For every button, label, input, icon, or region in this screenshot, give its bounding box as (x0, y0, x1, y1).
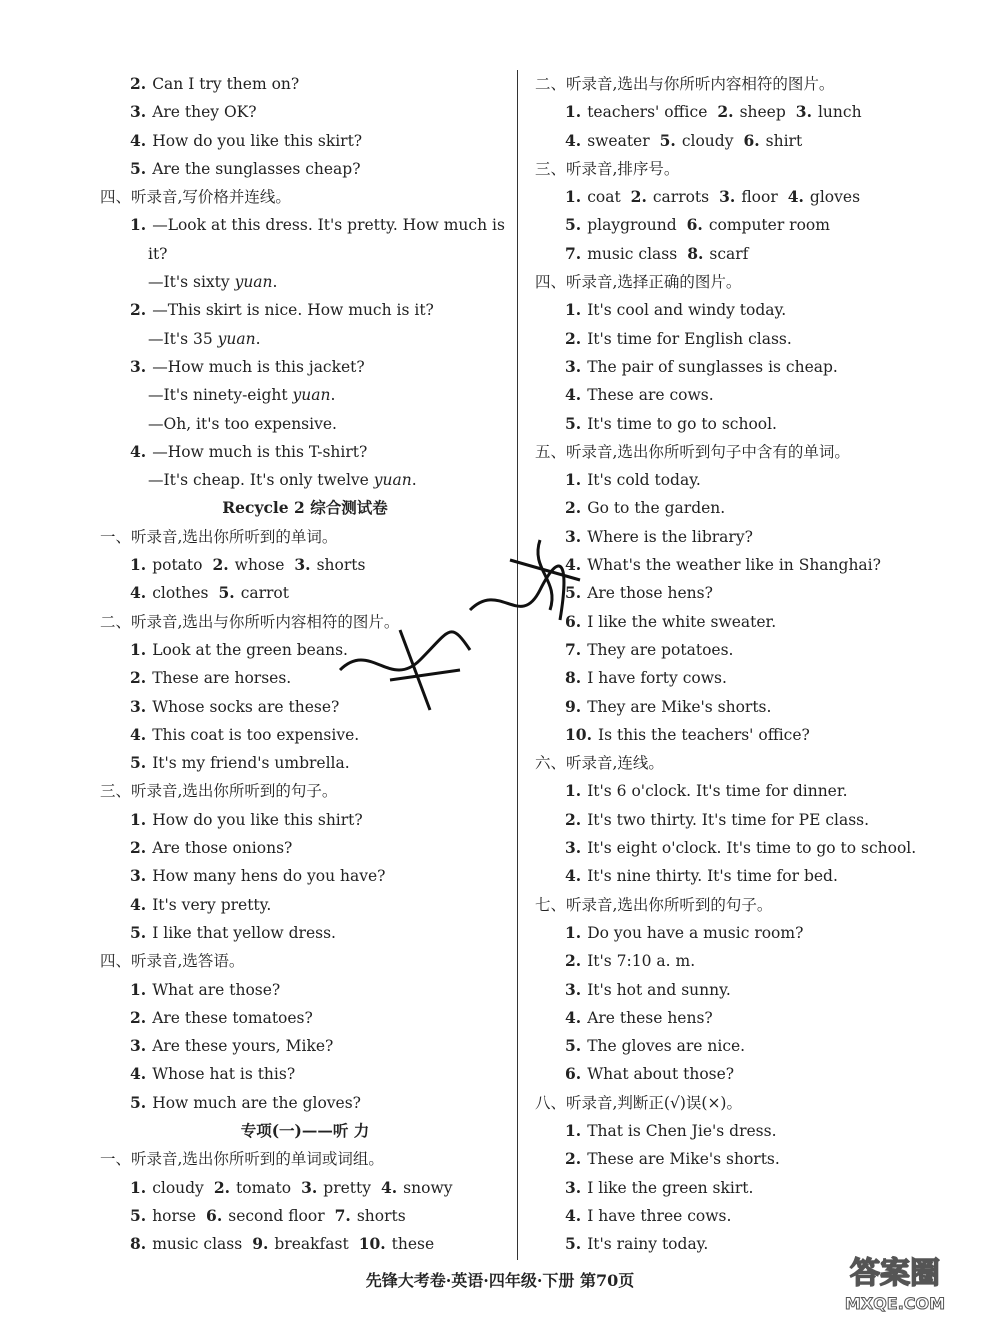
list-item (535, 240, 975, 268)
line-suffix: . (272, 273, 278, 292)
item-number: 4. (565, 130, 582, 150)
list-item (100, 1060, 510, 1088)
item-number: 4. (565, 555, 582, 575)
watermark-text: 答案圈 (850, 1256, 940, 1291)
item-number: 9. (252, 1234, 269, 1254)
item-text: It's very pretty. (152, 895, 272, 914)
list-item (535, 353, 975, 381)
item-text: What are those? (152, 980, 281, 999)
item-text: second floor (228, 1206, 325, 1225)
italic-word: yuan (234, 273, 273, 292)
section-heading: 六、听录音,连线。 (535, 754, 664, 773)
section-heading: 二、听录音,选出与你所听内容相符的图片。 (535, 75, 835, 93)
item-text: scarf (709, 244, 749, 263)
item-text: carrot (240, 584, 289, 603)
list-item (535, 98, 975, 126)
item-number: 2. (130, 1007, 147, 1027)
item-number: 5. (565, 215, 582, 235)
list-item (100, 1032, 510, 1060)
watermark-site: MXQE.COM (844, 1294, 946, 1313)
item-number: 2. (130, 74, 147, 93)
list-item (100, 1202, 510, 1230)
item-number: 3. (565, 979, 582, 999)
item-number: 5. (565, 1234, 582, 1254)
item-text: —How much is this jacket? (152, 357, 365, 376)
item-text: They are Mike's shorts. (587, 697, 772, 716)
item-text: How many hens do you have? (152, 867, 386, 886)
list-item (100, 721, 510, 749)
list-item (100, 834, 510, 862)
list-item (535, 608, 975, 636)
section-heading: 八、听录音,判断正(√)误(×)。 (535, 1093, 742, 1112)
line-suffix: . (255, 329, 261, 348)
item-number: 10. (358, 1234, 386, 1254)
item-number: 1. (130, 639, 147, 659)
list-item (535, 777, 975, 805)
italic-word: yuan (292, 386, 331, 405)
list-item (535, 947, 975, 975)
item-text: I have three cows. (587, 1206, 732, 1225)
continuation-line (100, 268, 510, 296)
item-number: 1. (565, 922, 582, 942)
item-number: 1. (565, 187, 582, 207)
list-item (535, 1174, 975, 1202)
item-text: I like the white sweater. (587, 612, 777, 631)
item-text: coat (587, 188, 621, 207)
list-item (535, 1004, 975, 1032)
item-number: 5. (130, 922, 147, 942)
list-item (535, 919, 975, 947)
item-number: 3. (130, 866, 147, 886)
list-item (535, 466, 975, 494)
item-text: I like that yellow dress. (152, 923, 336, 942)
section-heading: 三、听录音,排序号。 (535, 159, 680, 178)
continuation-line (100, 325, 510, 353)
item-number: 5. (130, 158, 147, 178)
list-item (100, 155, 510, 183)
page-footer: 先锋大考卷·英语·四年级·下册 第70页 (365, 1271, 635, 1290)
section-title: 专项(一)——听 力 (240, 1120, 370, 1140)
item-text: They are potatoes. (587, 640, 734, 659)
item-text: It's my friend's umbrella. (152, 754, 350, 773)
line-text: —It's cheap. It's only twelve (148, 471, 374, 490)
item-text: shorts (316, 556, 366, 575)
item-text: Look at the green beans. (152, 640, 348, 659)
item-text: It's cold today. (587, 471, 701, 490)
item-number: 3. (565, 1177, 582, 1197)
item-text: gloves (809, 188, 861, 207)
continuation-line (100, 466, 510, 494)
item-text: This coat is too expensive. (152, 725, 360, 744)
item-text: The gloves are nice. (587, 1037, 746, 1056)
list-item (535, 721, 975, 749)
item-text: What's the weather like in Shanghai? (587, 556, 881, 575)
item-text: Are these tomatoes? (152, 1008, 313, 1027)
item-number: 2. (717, 102, 734, 122)
list-item (100, 296, 510, 324)
item-number: 1. (130, 215, 147, 235)
list-item (100, 1004, 510, 1032)
line-text: —It's sixty (148, 273, 235, 292)
item-text: sweater (587, 131, 650, 150)
item-number: 5. (130, 1205, 147, 1225)
item-number: 10. (565, 724, 592, 744)
item-number: 4. (380, 1177, 398, 1197)
item-text: —This skirt is nice. How much is it? (152, 301, 434, 320)
item-number: 4. (787, 187, 804, 207)
item-text: breakfast (274, 1235, 349, 1254)
item-number: 2. (130, 838, 147, 858)
item-text: whose (234, 556, 285, 575)
item-number: 2. (212, 555, 229, 575)
item-text: How much are the gloves? (152, 1093, 361, 1112)
list-item (535, 1117, 975, 1145)
italic-word: yuan (217, 329, 256, 348)
section-heading: 四、听录音,写价格并连线。 (100, 188, 291, 207)
list-item (100, 438, 510, 466)
item-text: Do you have a music room? (587, 923, 804, 942)
list-item (100, 353, 510, 381)
item-text: It's hot and sunny. (587, 980, 731, 999)
list-item (535, 296, 975, 324)
item-number: 1. (565, 300, 582, 320)
item-number: 3. (719, 187, 736, 207)
item-number: 1. (565, 470, 582, 490)
item-number: 7. (565, 639, 582, 659)
item-number: 2. (565, 328, 582, 348)
item-number: 6. (565, 1064, 582, 1084)
item-number: 6. (686, 215, 703, 235)
item-text: Are these hens? (587, 1008, 713, 1027)
list-item (100, 891, 510, 919)
list-item (535, 1145, 975, 1173)
item-text: It's rainy today. (587, 1235, 709, 1254)
list-item (535, 693, 975, 721)
list-item (100, 862, 510, 890)
item-number: 5. (218, 583, 235, 603)
list-item (100, 976, 510, 1004)
item-text: Where is the library? (587, 527, 753, 546)
item-number: 1. (130, 979, 147, 999)
list-item (535, 325, 975, 353)
item-text: Whose hat is this? (152, 1065, 296, 1084)
item-number: 5. (659, 130, 676, 150)
item-text: Are those onions? (152, 839, 293, 858)
item-number: 1. (130, 809, 147, 829)
item-number: 3. (565, 356, 582, 376)
item-number: 8. (130, 1234, 147, 1254)
item-text: lunch (817, 103, 862, 122)
item-number: 2. (565, 498, 582, 518)
item-text: Are they OK? (152, 103, 257, 122)
list-item (535, 127, 975, 155)
list-item (535, 494, 975, 522)
item-number: 2. (565, 809, 582, 829)
item-text: I have forty cows. (587, 669, 727, 688)
watermark-logo (810, 1247, 980, 1317)
item-text: The pair of sunglasses is cheap. (587, 357, 838, 376)
item-number: 5. (130, 753, 147, 773)
item-text: —How much is this T-shirt? (152, 442, 368, 461)
list-item (535, 1060, 975, 1088)
item-text: What about those? (587, 1065, 735, 1084)
item-number: 3. (565, 526, 582, 546)
item-text: music class (587, 244, 678, 263)
list-item (535, 183, 975, 211)
item-number: 6. (743, 130, 760, 150)
item-text: teachers' office (587, 103, 708, 122)
item-text: It's cool and windy today. (587, 301, 787, 320)
item-number: 4. (130, 583, 147, 603)
item-text: tomato (236, 1178, 292, 1197)
section-heading: 一、听录音,选出你所听到的单词或词组。 (100, 1150, 384, 1169)
item-number: 5. (565, 1036, 582, 1056)
section-heading: 四、听录音,选择正确的图片。 (535, 273, 742, 292)
item-number: 2. (213, 1177, 231, 1197)
item-text: It's two thirty. It's time for PE class. (587, 810, 870, 829)
item-number: 1. (565, 1120, 582, 1140)
item-text: playground (587, 216, 677, 235)
section-title: Recycle 2 综合测试卷 (222, 498, 388, 518)
item-text: How do you like this skirt? (152, 131, 363, 150)
item-text: music class (152, 1235, 243, 1254)
item-number: 3. (795, 102, 812, 122)
right-column (535, 70, 975, 1258)
item-number: 1. (565, 102, 582, 122)
list-item (100, 1230, 510, 1258)
section-heading: 三、听录音,选出你所听到的句子。 (100, 782, 338, 801)
item-text: It's nine thirty. It's time for bed. (587, 867, 838, 886)
item-number: 3. (294, 555, 311, 575)
item-text: Is this the teachers' office? (597, 725, 810, 744)
line-text: —It's 35 (148, 329, 218, 348)
item-text: Can I try them on? (152, 75, 300, 93)
item-number: 5. (130, 1092, 147, 1112)
list-item (535, 1202, 975, 1230)
item-number: 4. (565, 866, 582, 886)
list-item (535, 579, 975, 607)
item-number: 5. (565, 413, 582, 433)
section-heading: 五、听录音,选出你所听到句子中含有的单词。 (535, 442, 850, 461)
item-number: 3. (565, 838, 582, 858)
item-text: Go to the garden. (587, 499, 726, 518)
item-text: Are the sunglasses cheap? (152, 159, 361, 178)
list-item (535, 523, 975, 551)
item-text: Are these yours, Mike? (152, 1037, 334, 1056)
list-item (535, 1032, 975, 1060)
item-text: These are horses. (152, 669, 292, 688)
item-text: potato (152, 556, 203, 575)
item-number: 1. (130, 1177, 147, 1197)
item-number: 4. (130, 894, 147, 914)
continuation-line (100, 410, 510, 438)
list-item (535, 806, 975, 834)
item-text: —Look at this dress. It's pretty. How much is (152, 216, 505, 235)
item-text: carrots (652, 188, 710, 207)
item-text: floor (741, 188, 778, 207)
item-number: 6. (206, 1205, 223, 1225)
item-number: 2. (565, 1149, 582, 1169)
item-text: Whose socks are these? (152, 697, 340, 716)
handwritten-scribble (330, 520, 590, 720)
list-item (535, 834, 975, 862)
item-number: 1. (130, 555, 147, 575)
item-number: 3. (130, 356, 147, 376)
item-number: 7. (565, 243, 582, 263)
list-item (535, 636, 975, 664)
list-item (535, 381, 975, 409)
list-item (535, 410, 975, 438)
item-text: clothes (152, 584, 209, 603)
continuation-line (100, 381, 510, 409)
item-number: 4. (130, 441, 147, 461)
line-suffix: . (330, 386, 336, 405)
item-text: cloudy (152, 1178, 204, 1197)
item-text: That is Chen Jie's dress. (587, 1121, 777, 1140)
item-text: It's 7:10 a. m. (587, 952, 696, 971)
item-number: 1. (565, 781, 582, 801)
item-number: 2. (565, 951, 582, 971)
list-item (535, 551, 975, 579)
section-heading: 一、听录音,选出你所听到的单词。 (100, 527, 338, 546)
list-item (100, 127, 510, 155)
item-text: snowy (403, 1178, 453, 1197)
item-number: 3. (130, 696, 147, 716)
item-text: these (391, 1235, 435, 1254)
line-suffix: . (411, 471, 417, 490)
item-text: How do you like this shirt? (152, 810, 363, 829)
item-number: 2. (130, 300, 147, 320)
line-text: it? (148, 244, 168, 263)
list-item (535, 862, 975, 890)
item-text: I like the green skirt. (587, 1178, 754, 1197)
list-item (100, 98, 510, 126)
line-text: —It's ninety-eight (148, 386, 293, 405)
item-number: 2. (630, 187, 647, 207)
section-heading: 四、听录音,选答语。 (100, 952, 245, 971)
section-heading: 二、听录音,选出与你所听内容相符的图片。 (100, 612, 400, 631)
list-item (100, 70, 510, 98)
item-number: 3. (301, 1177, 318, 1197)
item-number: 4. (565, 1205, 582, 1225)
item-text: shirt (765, 131, 803, 150)
item-number: 3. (130, 1036, 147, 1056)
item-text: cloudy (681, 131, 734, 150)
item-text: It's eight o'clock. It's time to go to school. (587, 839, 917, 858)
list-item (100, 1174, 510, 1202)
item-text: horse (152, 1206, 197, 1225)
item-text: These are Mike's shorts. (587, 1150, 780, 1169)
item-text: It's 6 o'clock. It's time for dinner. (587, 782, 848, 801)
list-item (535, 976, 975, 1004)
item-number: 4. (565, 1007, 582, 1027)
list-item (100, 919, 510, 947)
section-heading: 七、听录音,选出你所听到的句子。 (535, 895, 773, 914)
item-number: 4. (130, 724, 147, 744)
list-item (100, 1089, 510, 1117)
list-item (100, 806, 510, 834)
item-number: 4. (130, 130, 147, 150)
item-number: 6. (565, 611, 582, 631)
item-text: It's time to go to school. (587, 414, 777, 433)
line-text: —Oh, it's too expensive. (148, 414, 337, 433)
item-text: computer room (708, 216, 830, 235)
item-text: It's time for English class. (587, 329, 792, 348)
list-item (535, 664, 975, 692)
item-text: pretty (323, 1178, 371, 1197)
item-number: 8. (565, 668, 582, 688)
item-text: sheep (739, 103, 786, 122)
item-number: 2. (130, 668, 147, 688)
item-number: 8. (687, 243, 704, 263)
item-number: 9. (565, 696, 582, 716)
item-text: shorts (356, 1206, 406, 1225)
list-item (535, 211, 975, 239)
item-text: Are those hens? (587, 584, 713, 603)
list-item (100, 211, 510, 239)
item-number: 4. (130, 1064, 147, 1084)
item-number: 3. (130, 102, 147, 122)
italic-word: yuan (373, 471, 412, 490)
continuation-line (100, 240, 510, 268)
item-number: 5. (565, 583, 582, 603)
list-item (100, 749, 510, 777)
item-number: 7. (334, 1205, 351, 1225)
item-text: These are cows. (587, 386, 714, 405)
item-number: 4. (565, 385, 582, 405)
